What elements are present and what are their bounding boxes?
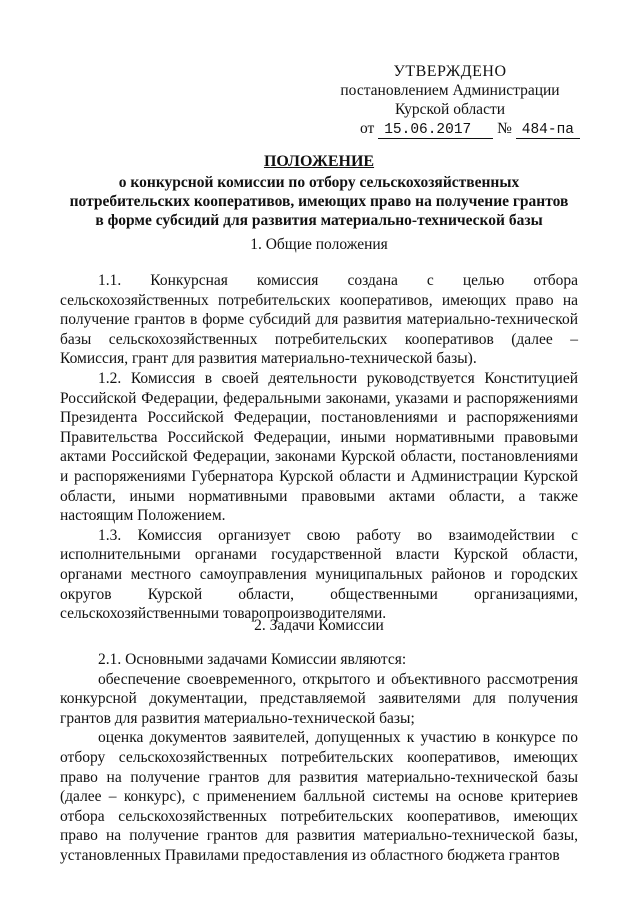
approval-stamp: УТВЕРЖДЕНО <box>393 63 507 80</box>
paragraph-2-1-a: обеспечение своевременного, открытого и объективного рассмотрения конкурсной документации, представляемой заявителями для получения грантов для развития материально-технической базы; <box>60 670 578 727</box>
approval-line-2: Курской области <box>394 101 506 118</box>
paragraph-1-1: 1.1. Конкурсная комиссия создана с целью отбора сельскохозяйственных потребительских кооперативов, имеющих право на получение грантов в форме субсидий для развития материально-технической базы сельскохозяйственных потребительских кооперативов (далее – Комиссия, грант для развития материально-технической базы). <box>60 272 578 368</box>
approval-date: 15.06.2017 <box>378 122 493 139</box>
section-tasks-body <box>60 650 578 866</box>
section-heading-tasks: 2. Задачи Комиссии <box>254 617 384 634</box>
approval-line-1: постановлением Администрации <box>340 82 560 99</box>
paragraph-2-1-b: оценка документов заявителей, допущенных к участию в конкурсе по отбору сельскохозяйственных потребительских кооперативов, имеющих право на получение грантов для развития материально-технической базы (далее – конкурс), с применением балльной системы на основе критериев отбора сельскохозяйственных потребительских кооперативов, имеющих право на получение грантов для развития материально-технической базы, установленных Правилами предоставления из областного бюджета грантов <box>60 729 578 864</box>
paragraph-1-2: 1.2. Комиссия в своей деятельности руководствуется Конституцией Российской Федерации, федеральными законами, указами и распоряжениями Президента Российской Федерации, постановлениями и распоряжениями Правительства Российской Федерации, иными нормативными правовыми актами Российской Федерации, законами Курской области, постановлениями и распоряжениями Губернатора Курской области и Администрации Курской области, иными нормативными правовыми актами области, а также настоящим Положением. <box>60 369 578 525</box>
document-title-line-3: в форме субсидий для развития материально-технической базы <box>95 212 543 229</box>
section-heading-general: 1. Общие положения <box>250 236 388 253</box>
approval-number: 484-па <box>516 122 580 139</box>
document-title-line-1: о конкурсной комиссии по отбору сельскохозяйственных <box>118 174 520 191</box>
document-title-line-2: потребительских кооперативов, имеющих право на получение грантов <box>69 193 569 210</box>
document-title-main: ПОЛОЖЕНИЕ <box>263 153 375 170</box>
paragraph-2-1: 2.1. Основными задачами Комиссии являются: <box>98 651 407 668</box>
approval-date-line <box>320 119 580 140</box>
approval-block <box>320 62 580 140</box>
section-general-body <box>60 271 578 624</box>
date-prefix: от <box>360 120 375 137</box>
number-prefix: № <box>497 120 512 137</box>
paragraph-1-3: 1.3. Комиссия организует свою работу во взаимодействии с исполнительными органами государственной власти Курской области, органами местного самоуправления муниципальных районов и городских округов Курской области, общественными организациями, сельскохозяйственными товаропроизводителями. <box>60 526 578 623</box>
document-title <box>60 152 578 230</box>
